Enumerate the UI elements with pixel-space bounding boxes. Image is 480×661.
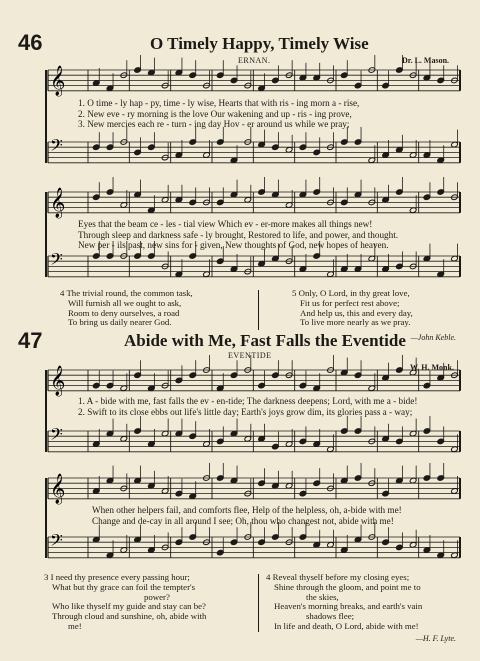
verse-line: 4 The trivial round, the common task,: [60, 288, 193, 298]
treble-clef: 𝄞: [50, 188, 66, 218]
treble-clef: 𝄞: [50, 474, 66, 504]
verse-line: Fit us for perfect rest above;: [300, 297, 400, 308]
lyric-line: Through sleep and darkness safe - ly brought, Restored to life, and power, and thought.: [78, 229, 399, 240]
verse-line: To live more nearly as we pray.: [300, 317, 411, 328]
verse-line: shadows flee;: [306, 611, 355, 622]
verse-line: Through cloud and sunshine, oh, abide with: [52, 611, 207, 622]
tune-name-46: ERNAN.: [238, 56, 271, 65]
hymn-title-46: O Timely Happy, Timely Wise: [150, 34, 369, 53]
lyric-line: 3. New mercies each re - turn - ing day Hov - er around us while we pray;: [78, 119, 350, 129]
author-46: —John Keble.: [410, 333, 456, 342]
verse-line: In life and death, O Lord, abide with me!: [274, 620, 419, 631]
lyric-line: Change and de-cay in all around I see; Oh, thou who changest not, abide with me!: [92, 515, 394, 526]
verse-line: me!: [68, 620, 82, 631]
composer-47: W. H. Monk.: [410, 363, 454, 372]
hymn-number-46: 46: [18, 30, 43, 55]
verse-line: Shine through the gloom, and point me to: [274, 581, 421, 592]
lyric-line: When other helpers fail, and comforts flee, Help of the helpless, oh, a-bide with me!: [92, 505, 402, 515]
lyric-line: New per - ils past, new sins for - given, New thoughts of God, new hopes of heaven.: [78, 240, 389, 250]
treble-clef: 𝄞: [50, 66, 66, 96]
treble-clef: 𝄞: [50, 366, 66, 396]
lyric-line: 2. New eve - ry morning is the love Our wakening and up - ris - ing prove,: [78, 108, 352, 119]
tune-name-47: EVENTIDE: [228, 351, 272, 360]
verse-line: 4 Reveal thyself before my closing eyes;: [266, 572, 410, 582]
hymn-title-47: Abide with Me, Fast Falls the Eventide: [124, 331, 406, 350]
bass-clef: 𝄢: [50, 249, 63, 273]
verse-line: the skies,: [306, 591, 339, 602]
lyric-line: 1. A - bide with me, fast falls the ev - en-tide; The darkness deepens; Lord, with me a - bide!: [78, 396, 418, 406]
verse-line: To bring us daily nearer God.: [68, 317, 172, 328]
verse-line: 5 Only, O Lord, in thy great love,: [292, 288, 410, 298]
bass-clef: 𝄢: [50, 135, 63, 159]
verse-line: power?: [144, 591, 170, 602]
bass-clef: 𝄢: [50, 424, 63, 448]
lyric-line: Eyes that the beam ce - les - tial view Which ev - er-more makes all things new!: [78, 219, 373, 229]
verse-line: 3 I need thy presence every passing hour;: [44, 572, 190, 582]
verse-line: Who like thyself my guide and stay can be?: [52, 601, 206, 612]
verse-line: What but thy grace can foil the tempter's: [52, 581, 196, 592]
lyric-line: 2. Swift to its close ebbs out life's little day; Earth's joys grow dim, its glories pass a - way;: [78, 406, 413, 417]
author-47: —H. F. Lyte.: [415, 634, 456, 643]
lyric-line: 1. O time - ly hap - py, time - ly wise, Hearts that with ris - ing morn a - rise,: [78, 98, 360, 108]
verse-line: Will furnish all we ought to ask,: [68, 297, 182, 308]
verse-line: Room to deny ourselves, a road: [68, 307, 180, 318]
verse-line: And help us, this and every day,: [300, 307, 413, 318]
bass-clef: 𝄢: [50, 530, 63, 554]
verse-line: Heaven's morning breaks, and earth's vain: [274, 601, 423, 612]
hymn-number-47: 47: [18, 328, 43, 353]
composer-46: Dr. L. Mason.: [402, 56, 450, 65]
